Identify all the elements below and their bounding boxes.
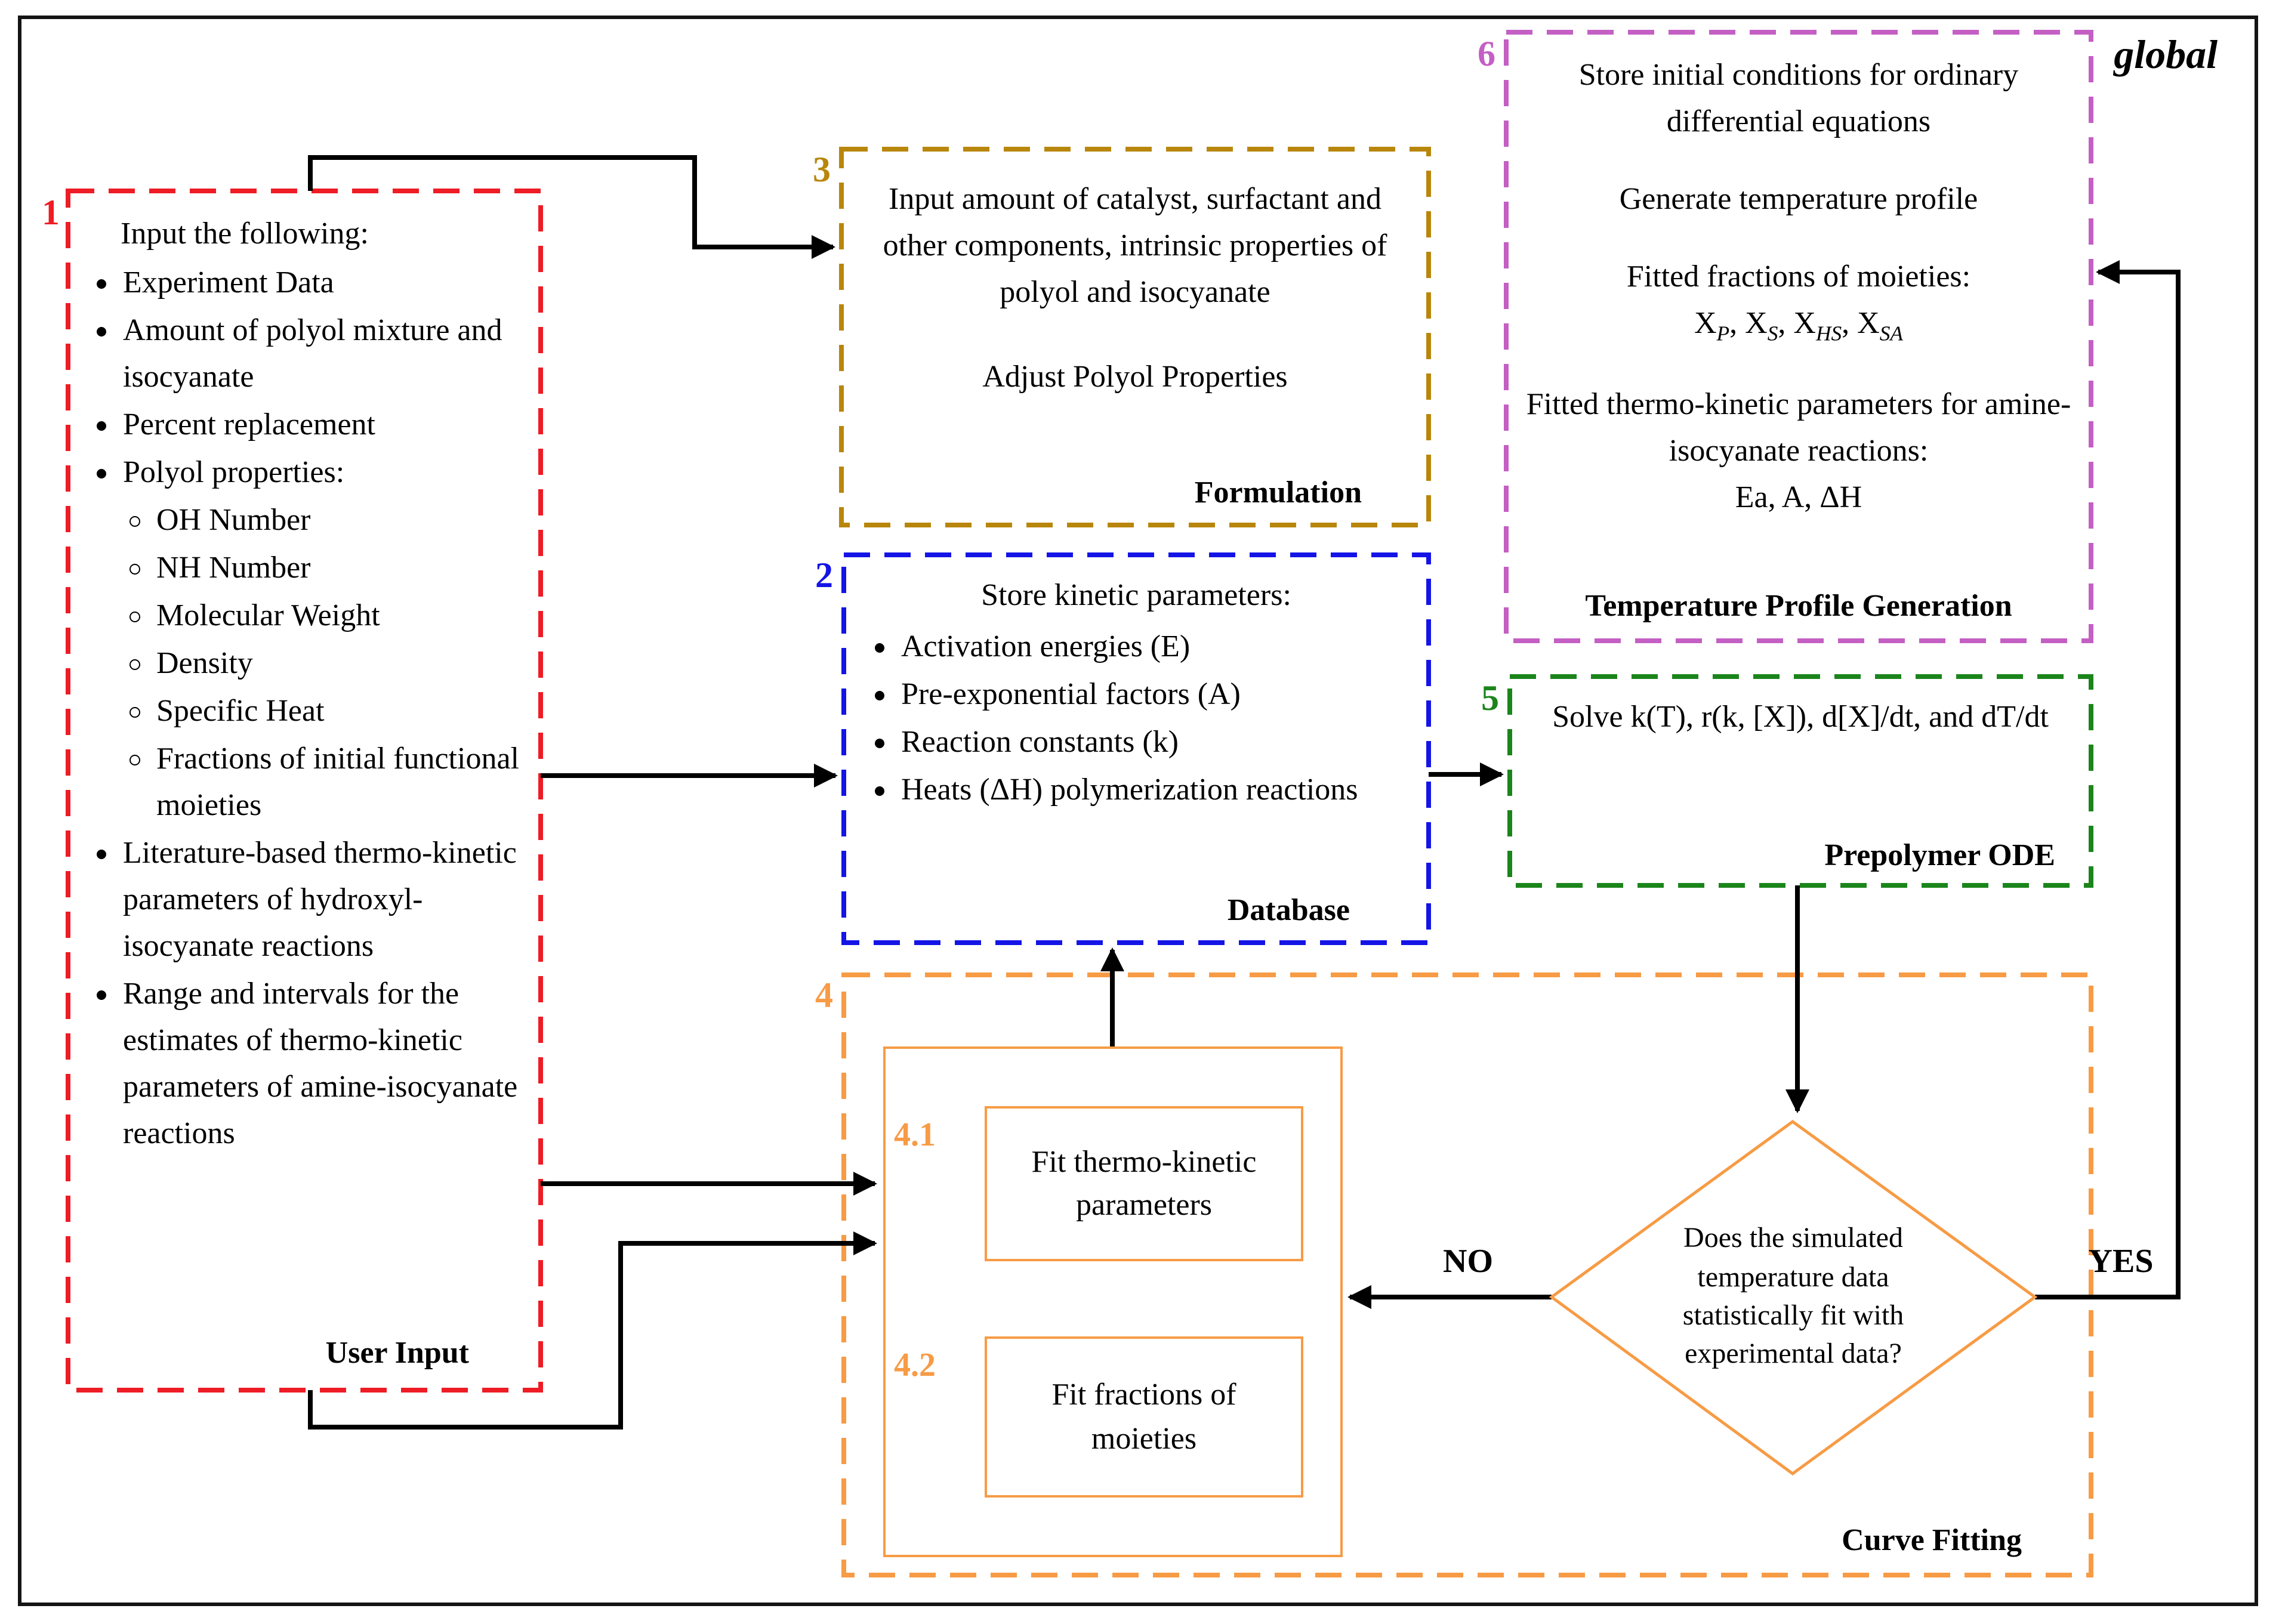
decision-yes-label: YES: [2088, 1243, 2154, 1280]
formulation-text: Input amount of catalyst, surfactant and other components, intrinsic properties of polyol and isocyanate: [883, 181, 1387, 309]
user-input-label: User Input: [325, 1335, 469, 1370]
fit-fractions-text: Fit fractions of moieties: [1051, 1377, 1236, 1455]
list-item: ◦ Fractions of initial functional moieties: [156, 735, 529, 828]
prepolymer-ode-label: Prepolymer ODE: [1824, 837, 2055, 872]
list-item: ◦ Molecular Weight: [156, 592, 529, 638]
list-item: • Heats (ΔH) polymerization reactions: [901, 766, 1410, 813]
user-input-list: [85, 259, 529, 1156]
moiety-base: X: [1694, 305, 1717, 340]
moiety-base: , X: [1842, 305, 1880, 340]
formulation-label: Formulation: [1194, 474, 1362, 510]
list-item: ◦ Density: [156, 640, 529, 686]
list-item: ◦ Specific Heat: [156, 687, 529, 734]
curve-fitting-label: Curve Fitting: [1842, 1522, 2022, 1557]
user-input-box: [68, 191, 541, 1390]
step-number-1: 1: [42, 193, 60, 233]
database-label: Database: [1227, 892, 1350, 927]
moiety-base: , X: [1729, 305, 1768, 340]
list-item: • Reaction constants (k): [901, 718, 1410, 765]
prepolymer-ode-box: [1510, 677, 2091, 885]
list-item: ◦ NH Number: [156, 544, 529, 591]
decision-question: Does the simulated temperature data statistically fit with experimental data?: [1682, 1223, 1904, 1370]
ode-initial-conditions-text: Store initial conditions for ordinary differential equations: [1578, 57, 2019, 138]
fit-fractions-box: [985, 1336, 1303, 1498]
moiety-sub: S: [1767, 321, 1778, 345]
thermo-kinetic-symbols: Ea, A, ΔH: [1735, 479, 1862, 514]
user-input-title: Input the following:: [121, 216, 369, 251]
list-item: [123, 449, 529, 828]
step-number-6: 6: [1478, 35, 1495, 74]
list-item: • Experiment Data: [123, 259, 529, 305]
list-item: • Amount of polyol mixture and isocyanate: [123, 307, 529, 400]
fitted-thermo-kinetic-text: Fitted thermo-kinetic parameters for amine-isocyanate reactions:: [1526, 386, 2071, 468]
list-item: • Range and intervals for the estimates of thermo-kinetic parameters of amine-isocyanate reactions: [123, 970, 529, 1156]
decision-no-label: NO: [1443, 1243, 1493, 1280]
list-item: • Activation energies (E): [901, 623, 1410, 669]
adjust-polyol-text: Adjust Polyol Properties: [982, 359, 1288, 394]
solve-equations-text: Solve k(T), r(k, [X]), d[X]/dt, and dT/dt: [1552, 699, 2049, 734]
step-number-4-1: 4.1: [894, 1117, 936, 1154]
list-item: ◦ OH Number: [156, 496, 529, 543]
generate-temperature-profile-text: Generate temperature profile: [1619, 181, 1978, 216]
temperature-profile-box: [1506, 32, 2091, 641]
moiety-sub: HS: [1815, 321, 1842, 345]
list-item: • Pre-exponential factors (A): [901, 671, 1410, 717]
decision-diamond-text: [1623, 1136, 1963, 1458]
list-item: • Percent replacement: [123, 401, 529, 447]
moieties-values: [1523, 300, 2074, 349]
database-title: Store kinetic parameters:: [981, 578, 1291, 612]
moiety-sub: SA: [1879, 321, 1903, 345]
temperature-profile-label: Temperature Profile Generation: [1585, 588, 2012, 623]
database-list: [863, 623, 1410, 813]
fit-thermo-kinetic-text: Fit thermo-kinetic parameters: [1031, 1144, 1257, 1222]
list-item: • Literature-based thermo-kinetic parameters of hydroxyl-isocyanate reactions: [123, 829, 529, 969]
moiety-base: , X: [1778, 305, 1816, 340]
polyol-properties-list: [123, 496, 529, 828]
fit-thermo-kinetic-box: [985, 1106, 1303, 1261]
formulation-box: [841, 149, 1429, 525]
moiety-sub: P: [1716, 321, 1730, 345]
step-number-4-2: 4.2: [894, 1347, 936, 1384]
step-number-5: 5: [1481, 679, 1499, 718]
step-number-4: 4: [815, 976, 833, 1015]
step-number-2: 2: [815, 556, 833, 595]
database-box: [844, 555, 1429, 943]
step-number-3: 3: [813, 150, 831, 190]
fitted-fractions-text: Fitted fractions of moieties:: [1626, 259, 1971, 294]
global-label: global: [2114, 33, 2218, 78]
list-item-label: Polyol properties:: [123, 455, 345, 489]
